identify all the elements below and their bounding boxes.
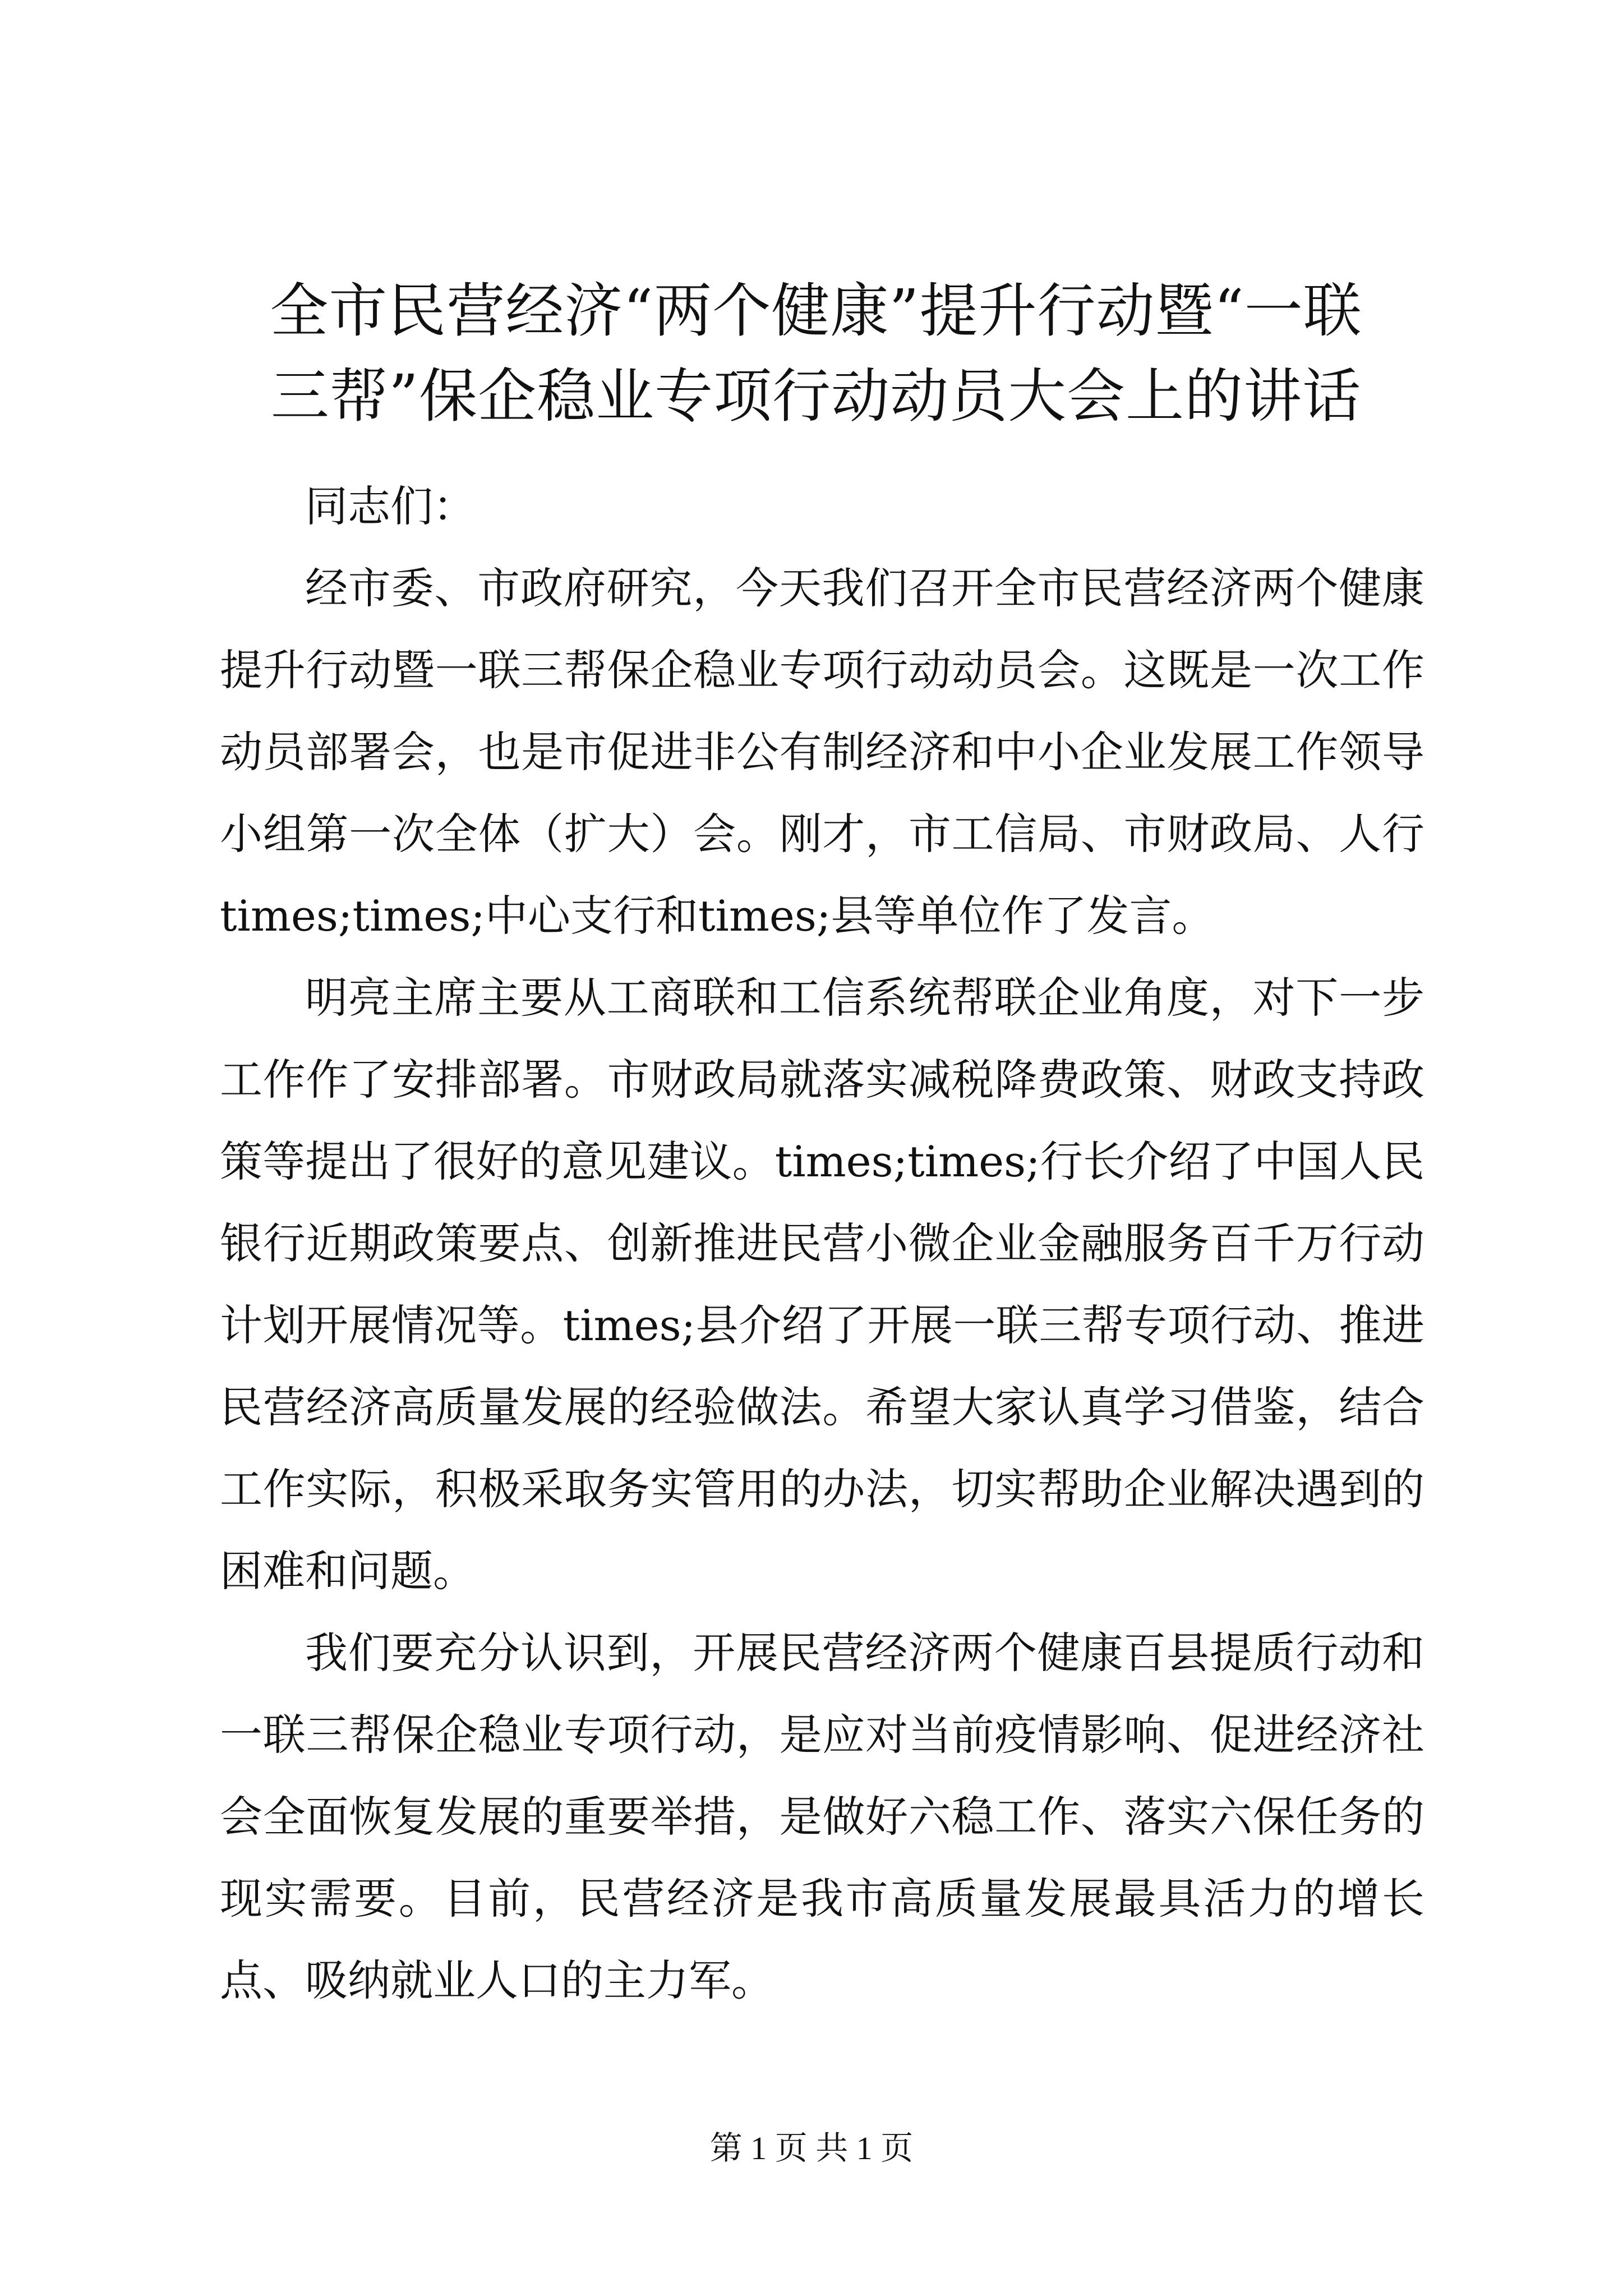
title-line-1: 全市民营经济“两个健康”提升行动暨“一联: [270, 277, 1362, 345]
salutation: 同志们：: [305, 481, 476, 531]
document-body: [220, 466, 1424, 2022]
page-footer: 第 1 页 共 1 页: [709, 2130, 914, 2166]
document-title: [208, 268, 1424, 439]
paragraph-1: 经市委、市政府研究，今天我们召开全市民营经济两个健康提升行动暨一联三帮保企稳业专项行动动员会。这既是一次工作动员部署会，也是市促进非公有制经济和中小企业发展工作领导小组第一次全体（扩大）会。刚才，市工信局、市财政局、人行times;times;中心支行和times;县等单位作了发言。: [220, 563, 1424, 941]
paragraph-3: 我们要充分认识到，开展民营经济两个健康百县提质行动和一联三帮保企稳业专项行动，是应对当前疫情影响、促进经济社会全面恢复发展的重要举措，是做好六稳工作、落实六保任务的现实需要。目前，民营经济是我市高质量发展最具活力的增长点、吸纳就业人口的主力军。: [220, 1628, 1424, 2005]
paragraph-2: 明亮主席主要从工商联和工信系统帮联企业角度，对下一步工作作了安排部署。市财政局就落实减税降费政策、财政支持政策等提出了很好的意见建议。times;times;行长介绍了中国人民银行近期政策要点、创新推进民营小微企业金融服务百千万行动计划开展情况等。times;县介绍了开展一联三帮专项行动、推进民营经济高质量发展的经验做法。希望大家认真学习借鉴，结合工作实际，积极采取务实管用的办法，切实帮助企业解决遇到的困难和问题。: [220, 973, 1424, 1596]
title-line-2: 三帮”保企稳业专项行动动员大会上的讲话: [270, 362, 1362, 430]
